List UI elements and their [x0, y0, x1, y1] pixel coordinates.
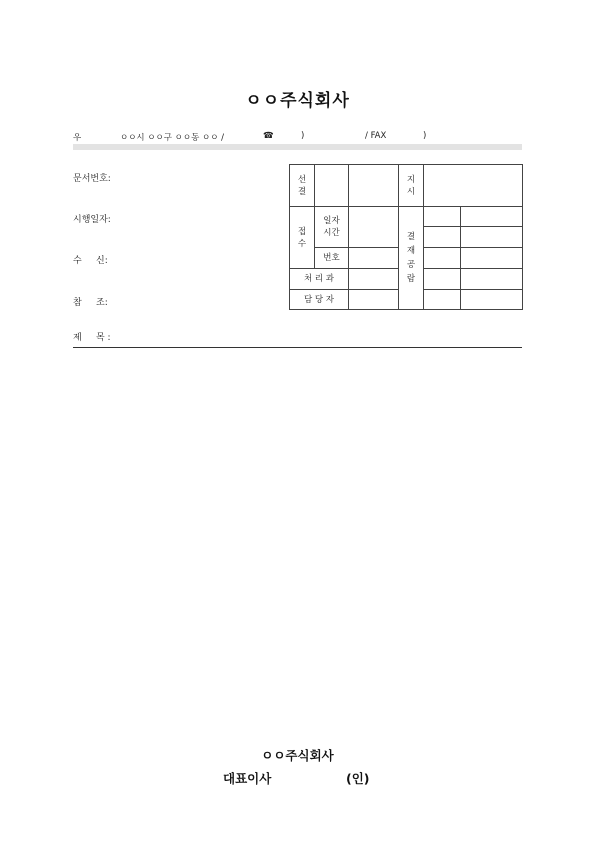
processing-dept-label: 처 리 과 — [290, 269, 349, 290]
prior-approval-label: 선결 — [290, 165, 315, 207]
instruction-cell — [424, 165, 523, 207]
approval-cell — [424, 290, 461, 310]
approval-cell — [461, 248, 523, 269]
datetime-label: 일자 시간 — [315, 207, 349, 248]
instruction-label: 지시 — [399, 165, 424, 207]
reference-label: 참 조: — [73, 298, 108, 308]
document-title: ㅇㅇ주식회사 — [245, 91, 350, 111]
footer-ceo-label: 대표이사 — [223, 771, 272, 786]
approval-cell — [424, 207, 461, 227]
phone-close: ) — [301, 131, 305, 141]
approval-cell — [461, 269, 523, 290]
approval-cell — [424, 248, 461, 269]
fax-label: / FAX — [365, 131, 387, 141]
subject-label: 제 목 : — [73, 333, 111, 343]
approval-cell — [424, 227, 461, 248]
effective-date-label: 시행일자: — [73, 215, 111, 225]
approval-table — [289, 164, 523, 310]
number-cell — [349, 248, 399, 269]
approval-cell — [461, 227, 523, 248]
recipient-label: 수 신: — [73, 256, 108, 266]
person-in-charge-label: 담 당 자 — [290, 290, 349, 310]
prior-approval-cell-1 — [315, 165, 349, 207]
address-text: ㅇㅇ시 ㅇㅇ구 ㅇㅇ동 ㅇㅇ / — [120, 133, 224, 143]
receipt-label: 접수 — [290, 207, 315, 269]
address-divider — [73, 144, 522, 150]
approval-cell — [424, 269, 461, 290]
footer-company: ㅇㅇ주식회사 — [261, 748, 334, 763]
approval-cell — [461, 290, 523, 310]
footer-seal: (인) — [346, 771, 370, 786]
postal-label: 우 — [73, 133, 82, 143]
number-label: 번호 — [315, 248, 349, 269]
approval-cell — [461, 207, 523, 227]
person-in-charge-cell — [349, 290, 399, 310]
doc-number-label: 문서번호: — [73, 174, 111, 184]
prior-approval-cell-2 — [349, 165, 399, 207]
fax-close: ) — [423, 131, 427, 141]
processing-dept-cell — [349, 269, 399, 290]
subject-underline — [73, 347, 522, 348]
approval-circulation-label: 결재공람 — [399, 207, 424, 310]
datetime-cell — [349, 207, 399, 248]
phone-icon: ☎ — [263, 131, 274, 141]
